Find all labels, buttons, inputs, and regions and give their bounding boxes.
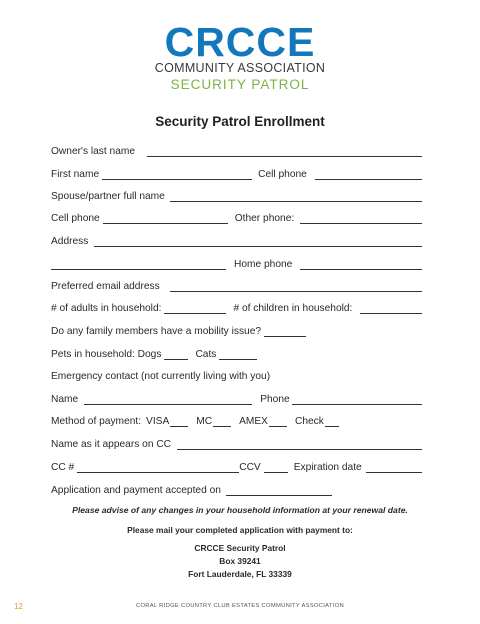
mailing-address-line-3: Fort Lauderdale, FL 33339 — [188, 569, 292, 579]
accepted-on-field[interactable] — [226, 484, 332, 496]
mc-field[interactable] — [213, 415, 231, 427]
pets-cats-label: Cats — [195, 349, 217, 360]
logo — [0, 19, 480, 92]
address-row — [51, 231, 425, 247]
owners-last-name-field[interactable] — [147, 145, 422, 157]
household-count-row — [51, 298, 425, 314]
cell-other-phone-row — [51, 208, 425, 224]
owners-last-name-row — [51, 141, 425, 157]
cell-phone-2-field[interactable] — [103, 212, 228, 224]
cc-number-field[interactable] — [77, 461, 239, 473]
check-field[interactable] — [325, 415, 339, 427]
emergency-contact-row — [51, 366, 425, 382]
other-phone-field[interactable] — [300, 212, 422, 224]
logo-subtitle-association: COMMUNITY ASSOCIATION — [154, 61, 326, 75]
payment-method-row — [51, 411, 425, 427]
ccv-field[interactable] — [264, 461, 288, 473]
spouse-name-field[interactable] — [170, 190, 422, 202]
cc-number-label: CC # — [51, 462, 75, 473]
cell-phone-field[interactable] — [315, 168, 422, 180]
cc-details-row — [51, 457, 425, 473]
pets-row — [51, 344, 425, 360]
ec-phone-label: Phone — [260, 394, 290, 405]
ec-name-phone-row — [51, 389, 425, 405]
cell-phone-2-label: Cell phone — [51, 213, 100, 224]
mc-label: MC — [196, 416, 213, 427]
amex-label: AMEX — [239, 416, 268, 427]
pets-dogs-label: Pets in household: Dogs — [51, 349, 162, 360]
payment-method-label: Method of payment: — [51, 416, 142, 427]
num-adults-label: # of adults in household: — [51, 303, 162, 314]
mail-instruction-note: Please mail your completed application with payment to: — [127, 525, 353, 535]
address-home-phone-row — [51, 254, 425, 270]
num-children-label: # of children in household: — [233, 303, 353, 314]
pets-cats-field[interactable] — [219, 348, 257, 360]
expiration-label: Expiration date — [293, 462, 362, 473]
ccv-label: CCV — [239, 462, 261, 473]
mobility-row — [51, 321, 425, 337]
accepted-on-row — [51, 480, 425, 496]
form-title: Security Patrol Enrollment — [155, 114, 325, 129]
name-on-cc-label: Name as it appears on CC — [51, 439, 172, 450]
address-line-2-field[interactable] — [51, 258, 226, 270]
page-number: 12 — [14, 602, 23, 611]
email-row — [51, 276, 425, 292]
name-on-cc-field[interactable] — [177, 438, 422, 450]
num-adults-field[interactable] — [164, 302, 226, 314]
cell-phone-label: Cell phone — [258, 169, 307, 180]
num-children-field[interactable] — [360, 302, 422, 314]
mobility-label: Do any family members have a mobility issue? — [51, 326, 262, 337]
expiration-field[interactable] — [366, 461, 422, 473]
accepted-on-label: Application and payment accepted on — [51, 485, 221, 496]
email-label: Preferred email address — [51, 281, 160, 292]
spouse-name-label: Spouse/partner full name — [51, 191, 165, 202]
first-name-field[interactable] — [102, 168, 252, 180]
home-phone-field[interactable] — [300, 258, 422, 270]
owners-last-name-label: Owner's last name — [51, 146, 136, 157]
ec-name-label: Name — [51, 394, 79, 405]
visa-label: VISA — [146, 416, 170, 427]
logo-main-text: CRCCE — [164, 19, 316, 65]
footer-organization: CORAL RIDGE COUNTRY CLUB ESTATES COMMUNITY ASSOCIATION — [136, 603, 344, 609]
home-phone-label: Home phone — [234, 259, 293, 270]
ec-name-field[interactable] — [84, 393, 252, 405]
logo-subtitle-security: SECURITY PATROL — [170, 77, 310, 92]
visa-field[interactable] — [170, 415, 188, 427]
address-label: Address — [51, 236, 89, 247]
mobility-field[interactable] — [264, 325, 306, 337]
first-name-label: First name — [51, 169, 100, 180]
first-name-row — [51, 164, 425, 180]
mailing-address-line-2: Box 39241 — [219, 556, 261, 566]
pets-dogs-field[interactable] — [164, 348, 188, 360]
spouse-row — [51, 186, 425, 202]
amex-field[interactable] — [269, 415, 287, 427]
mailing-address-line-1: CRCCE Security Patrol — [194, 543, 286, 553]
ec-phone-field[interactable] — [292, 393, 422, 405]
renewal-advisory-note: Please advise of any changes in your household information at your renewal date. — [72, 505, 408, 515]
name-on-cc-row — [51, 434, 425, 450]
other-phone-label: Other phone: — [234, 213, 295, 224]
check-label: Check — [294, 416, 324, 427]
address-field[interactable] — [94, 235, 422, 247]
emergency-contact-label: Emergency contact (not currently living with you) — [51, 371, 271, 382]
email-field[interactable] — [170, 280, 422, 292]
